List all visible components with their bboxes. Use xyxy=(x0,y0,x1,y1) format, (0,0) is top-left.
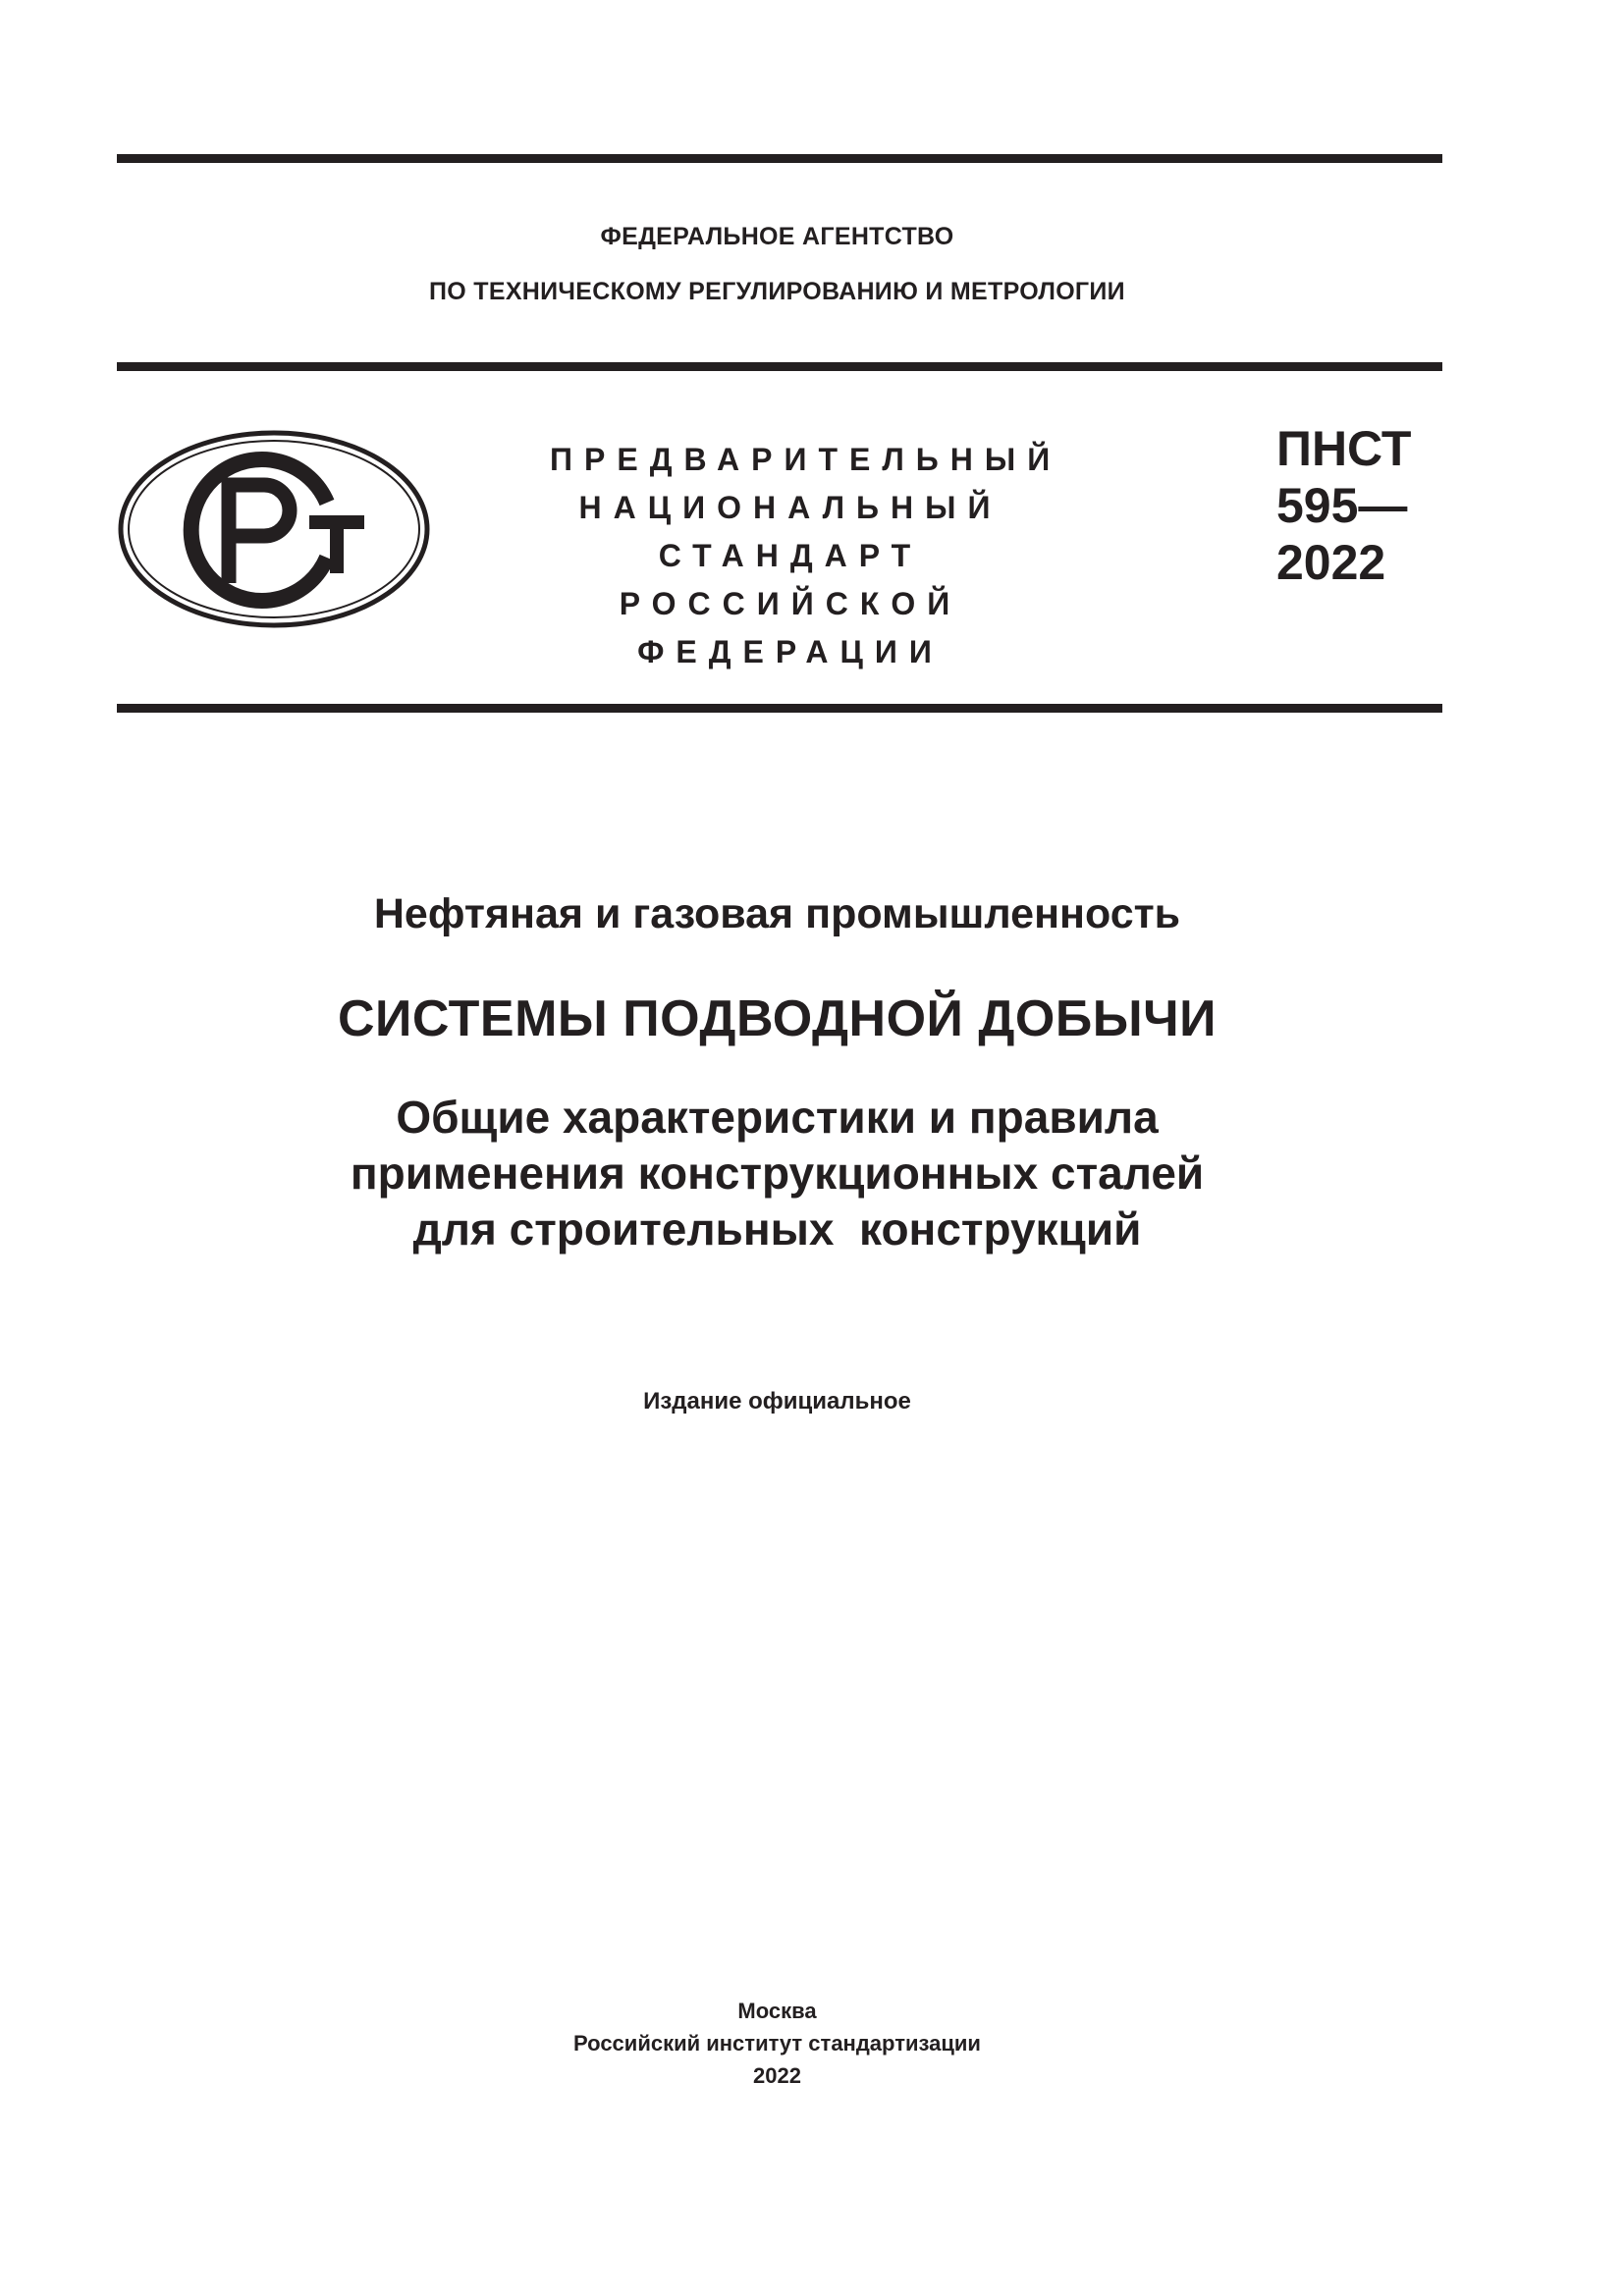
standard-type-line: НАЦИОНАЛЬНЫЙ xyxy=(578,490,1002,525)
document-code-number: 595— xyxy=(1276,478,1408,533)
subtitle-line: Общие характеристики и правила xyxy=(396,1092,1159,1143)
imprint-year: 2022 xyxy=(753,2063,801,2088)
system-title: СИСТЕМЫ ПОДВОДНОЙ ДОБЫЧИ xyxy=(337,990,1218,1047)
imprint-city: Москва xyxy=(737,1999,817,2023)
document-code xyxy=(1276,420,1473,591)
standard-type-line: СТАНДАРТ xyxy=(658,538,923,573)
standard-type-line: ФЕДЕРАЦИИ xyxy=(637,634,944,669)
agency-name-line-1: ФЕДЕРАЛЬНОЕ АГЕНТСТВО xyxy=(600,223,954,250)
imprint xyxy=(0,1995,1554,2092)
agency-name-line-2: ПО ТЕХНИЧЕСКОМУ РЕГУЛИРОВАНИЮ И МЕТРОЛОГИИ xyxy=(429,278,1125,305)
title-block-rule xyxy=(117,704,1442,713)
document-code-year: 2022 xyxy=(1276,535,1386,590)
edition-label: Издание официальное xyxy=(643,1388,911,1415)
document-code-prefix: ПНСТ xyxy=(1276,421,1412,476)
standard-type-line: РОССИЙСКОЙ xyxy=(619,586,962,621)
standard-type xyxy=(550,436,1062,676)
imprint-publisher: Российский институт стандартизации xyxy=(573,2031,981,2056)
rst-logo-icon xyxy=(117,426,431,632)
document-subtitle xyxy=(0,1090,1554,1257)
subtitle-line: применения конструкционных сталей xyxy=(350,1148,1205,1199)
top-rule xyxy=(117,154,1442,163)
header-rule xyxy=(117,362,1442,371)
standard-type-line: ПРЕДВАРИТЕЛЬНЫЙ xyxy=(550,442,1062,477)
subtitle-line: для строительных конструкций xyxy=(412,1203,1142,1255)
industry-title: Нефтяная и газовая промышленность xyxy=(373,890,1181,937)
